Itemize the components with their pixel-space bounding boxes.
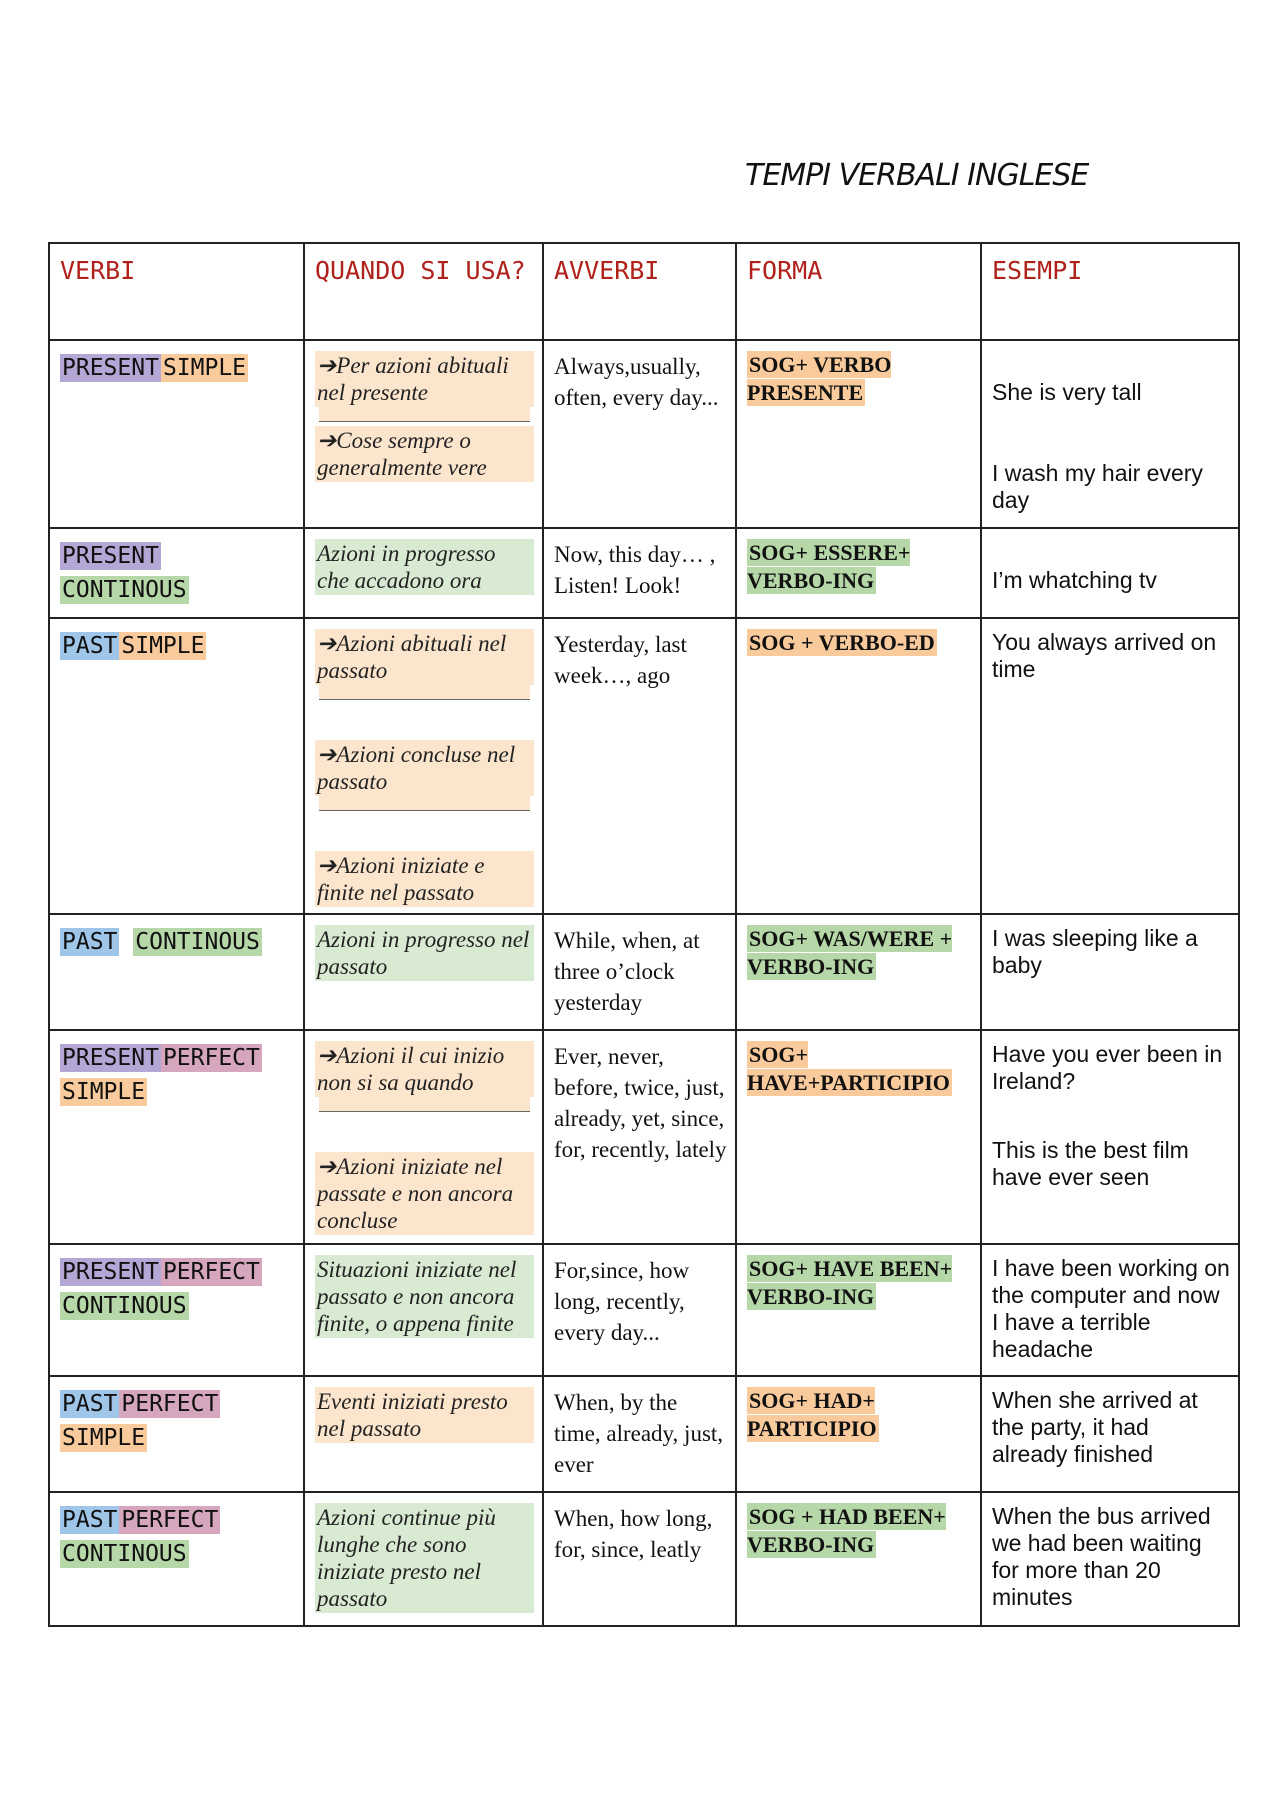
row-past-continous [49, 914, 1239, 1030]
verb-word: PERFECT [162, 1259, 260, 1285]
verb-word: SIMPLE [162, 355, 247, 381]
use-text: Azioni in progresso che accadono ora [315, 539, 534, 595]
row-past-perfect-continous [49, 1492, 1239, 1626]
verb-word: PERFECT [162, 1045, 260, 1071]
use-cell [304, 1376, 543, 1492]
verb-word: PRESENT [62, 1045, 159, 1071]
adverbs-cell: When, how long, for, since, leatly [543, 1492, 736, 1626]
use-cell [304, 1030, 543, 1244]
example-text: I wash my hair every day [992, 460, 1203, 513]
form-text: SOG + HAD BEEN+ VERBO-ING [747, 1504, 946, 1557]
form-cell [736, 528, 981, 618]
form-text: SOG + VERBO-ED [749, 630, 935, 655]
use-text: Azioni continue più lunghe che sono iniziate presto nel passato [315, 1503, 534, 1613]
use-cell [304, 618, 543, 914]
adverbs-cell: When, by the time, already, just, ever [543, 1376, 736, 1492]
spacer [315, 825, 534, 851]
separator-line [319, 1097, 530, 1112]
verb-cell [49, 1244, 304, 1376]
example-text: When she arrived at the party, it had already finished [992, 1387, 1198, 1467]
use-cell [304, 914, 543, 1030]
form-cell [736, 618, 981, 914]
spacer [315, 1126, 534, 1152]
row-present-perfect-continous [49, 1244, 1239, 1376]
verb-cell [49, 1376, 304, 1492]
verb-word: PRESENT [62, 355, 159, 381]
example-text: You always arrived on time [992, 629, 1217, 682]
verb-cell [49, 340, 304, 528]
adverbs-cell: Yesterday, last week…, ago [543, 618, 736, 914]
form-cell [736, 1492, 981, 1626]
examples-cell [981, 618, 1239, 914]
adverbs-cell: Ever, never, before, twice, just, already, yet, since, for, recently, lately [543, 1030, 736, 1244]
use-text: ➔Azioni concluse nel passato [315, 740, 534, 796]
examples-cell [981, 1376, 1239, 1492]
verb-word: SIMPLE [62, 1079, 146, 1105]
examples-cell [981, 1492, 1239, 1626]
adverbs-cell: Always,usually, often, every day... [543, 340, 736, 528]
header-esempi: ESEMPI [981, 243, 1239, 340]
use-cell [304, 340, 543, 528]
form-text: SOG+ HAD+ PARTICIPIO [747, 1388, 877, 1441]
verb-word: PERFECT [121, 1507, 219, 1533]
verb-word: PAST [62, 1507, 118, 1533]
verb-cell [49, 528, 304, 618]
use-text: Azioni in progresso nel passato [315, 925, 534, 981]
use-cell [304, 1492, 543, 1626]
row-past-simple [49, 618, 1239, 914]
verb-word: CONTINOUS [135, 929, 260, 955]
separator-line [319, 685, 530, 700]
form-text: SOG+ VERBO PRESENTE [747, 352, 892, 405]
verb-word: PERFECT [121, 1391, 219, 1417]
verb-cell [49, 1492, 304, 1626]
header-quando-si-usa: QUANDO SI USA? [304, 243, 543, 340]
verb-cell [49, 914, 304, 1030]
verb-word: CONTINOUS [62, 577, 187, 603]
separator-line [319, 407, 530, 422]
verb-word: PAST [62, 633, 118, 659]
separator-line [319, 796, 530, 811]
verb-word: PRESENT [62, 543, 159, 569]
example-text: I’m whatching tv [992, 567, 1157, 593]
form-text: SOG+ HAVE+PARTICIPIO [747, 1042, 950, 1095]
form-cell [736, 1030, 981, 1244]
form-cell [736, 914, 981, 1030]
verb-tenses-table [48, 242, 1240, 1627]
verb-cell [49, 1030, 304, 1244]
verb-word: PRESENT [62, 1259, 159, 1285]
example-text: Have you ever been in Ireland? [992, 1041, 1223, 1094]
adverbs-cell: While, when, at three o’clock yesterday [543, 914, 736, 1030]
examples-cell [981, 1030, 1239, 1244]
verb-cell [49, 618, 304, 914]
use-cell [304, 528, 543, 618]
example-text: I have been working on the computer and now I have a terrible headache [992, 1255, 1230, 1362]
header-forma: FORMA [736, 243, 981, 340]
use-text: ➔Azioni iniziate nel passate e non ancora concluse [315, 1152, 534, 1235]
use-text: ➔Azioni iniziate e finite nel passato [315, 851, 534, 907]
header-row [49, 243, 1239, 340]
header-verbi: VERBI [49, 243, 304, 340]
use-text: ➔Cose sempre o generalmente vere [315, 426, 534, 482]
use-text: Eventi iniziati presto nel passato [315, 1387, 534, 1443]
form-text: SOG+ HAVE BEEN+ VERBO-ING [747, 1256, 953, 1309]
form-text: SOG+ WAS/WERE + VERBO-ING [747, 926, 953, 979]
verb-word: SIMPLE [121, 633, 205, 659]
row-past-perfect-simple [49, 1376, 1239, 1492]
adverbs-cell: Now, this day… , Listen! Look! [543, 528, 736, 618]
verb-word: CONTINOUS [62, 1541, 187, 1567]
use-text: ➔Azioni il cui inizio non si sa quando [315, 1041, 534, 1097]
verb-word: PAST [62, 1391, 118, 1417]
example-text: I was sleeping like a baby [992, 925, 1198, 978]
example-text: She is very tall [992, 379, 1142, 405]
adverbs-cell: For,since, how long, recently, every day... [543, 1244, 736, 1376]
spacer [315, 714, 534, 740]
use-text: ➔Azioni abituali nel passato [315, 629, 534, 685]
row-present-continous [49, 528, 1239, 618]
form-text: SOG+ ESSERE+ VERBO-ING [747, 540, 911, 593]
form-cell [736, 1376, 981, 1492]
form-cell [736, 340, 981, 528]
row-present-simple [49, 340, 1239, 528]
examples-cell [981, 528, 1239, 618]
example-text: This is the best film have ever seen [992, 1137, 1189, 1190]
examples-cell [981, 1244, 1239, 1376]
header-avverbi: AVVERBI [543, 243, 736, 340]
example-text: When the bus arrived we had been waiting for more than 20 minutes [992, 1503, 1211, 1610]
examples-cell [981, 914, 1239, 1030]
verb-word: PAST [62, 929, 118, 955]
use-text: ➔Per azioni abituali nel presente [315, 351, 534, 407]
use-cell [304, 1244, 543, 1376]
row-present-perfect-simple [49, 1030, 1239, 1244]
page-title: TEMPI VERBALI INGLESE [745, 158, 1089, 193]
verb-word: CONTINOUS [62, 1293, 187, 1319]
verb-word: SIMPLE [62, 1425, 146, 1451]
use-text: Situazioni iniziate nel passato e non ancora finite, o appena finite [315, 1255, 534, 1338]
form-cell [736, 1244, 981, 1376]
examples-cell [981, 340, 1239, 528]
